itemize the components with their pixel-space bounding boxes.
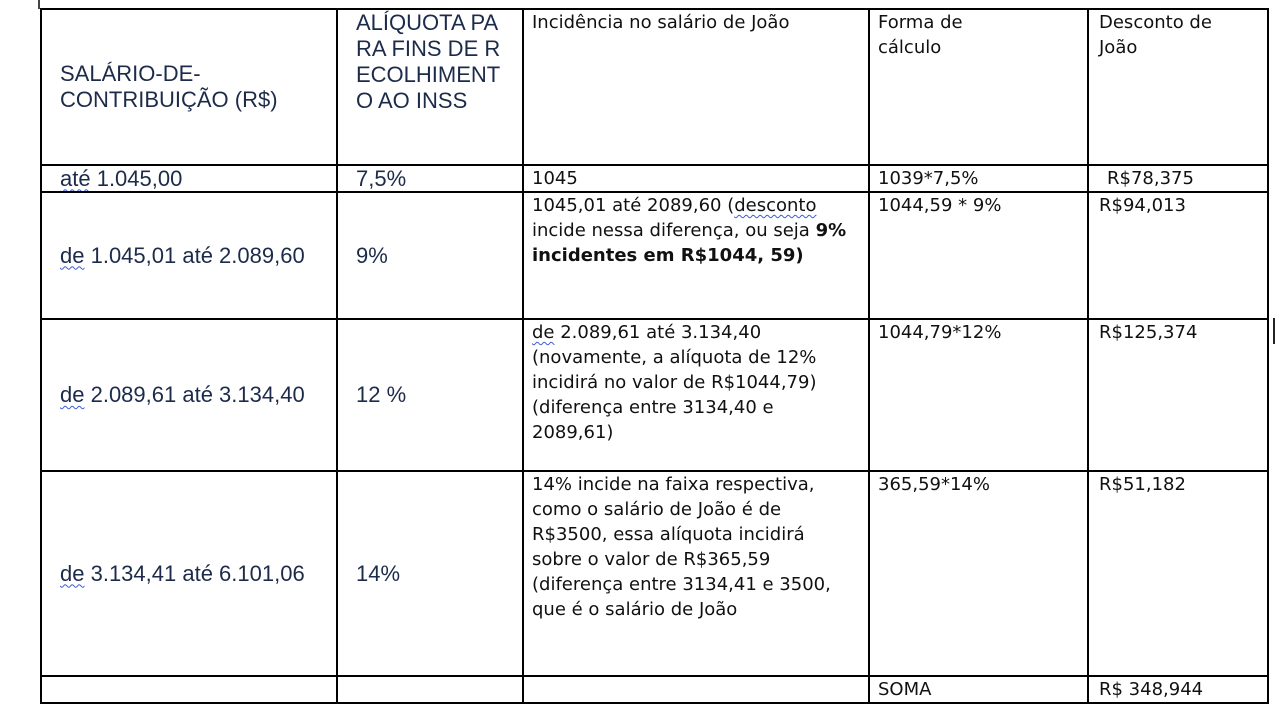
cell-desconto[interactable] — [1088, 165, 1268, 192]
table-row — [41, 471, 1268, 676]
table-total-row — [41, 676, 1268, 703]
cell-faixa[interactable] — [41, 471, 337, 676]
incidencia-part: incide nessa diferença, ou seja — [532, 220, 816, 241]
total-label: SOMA — [878, 679, 932, 700]
table-header-row — [41, 9, 1268, 165]
faixa-value: 2.089,61 até 3.134,40 — [84, 382, 305, 407]
header-cell-forma[interactable] — [869, 9, 1088, 165]
faixa-value: 1.045,00 — [90, 165, 183, 191]
incidencia-text — [524, 320, 868, 445]
cell-forma[interactable] — [869, 471, 1088, 676]
faixa-text — [42, 167, 336, 191]
forma-text: 1039*7,5% — [878, 168, 979, 189]
desconto-text: R$51,182 — [1099, 474, 1186, 495]
header-forma: Forma de cálculo — [878, 12, 963, 58]
forma-text: 1044,59 * 9% — [878, 195, 1002, 216]
cell-incidencia[interactable] — [523, 471, 869, 676]
cell-incidencia[interactable] — [523, 165, 869, 192]
incidencia-part: 1045,01 até 2089,60 ( — [532, 195, 735, 216]
table-row — [41, 192, 1268, 319]
incidencia-text: 14% incide na faixa respectiva, como o salário de João é de R$3500, essa alíquota incidirá sobre o valor de R$365,59 (diferença entre 3134,41 e 3500, que é o salário de João — [532, 474, 831, 620]
incidencia-part: 2.089,61 até 3.134,40 (novamente, a alíquota de 12% incidirá no valor de R$1044,79) (diferença entre 3134,40 e 2089,61) — [532, 322, 817, 443]
cell-forma[interactable] — [869, 192, 1088, 319]
cell-desconto[interactable] — [1088, 192, 1268, 319]
cell-desconto[interactable] — [1088, 319, 1268, 471]
cell-aliquota[interactable] — [337, 192, 523, 319]
text-cursor — [1273, 318, 1275, 344]
incidencia-text: 1045 — [532, 168, 578, 189]
faixa-text — [42, 244, 336, 268]
faixa-prefix: até — [60, 165, 91, 191]
cell-forma[interactable] — [869, 165, 1088, 192]
cell-total-label[interactable] — [869, 676, 1088, 703]
faixa-prefix: de — [60, 382, 85, 407]
desconto-text: R$94,013 — [1099, 195, 1186, 216]
forma-text: 365,59*14% — [878, 474, 990, 495]
aliquota-text: 12 % — [356, 382, 407, 407]
header-cell-salario[interactable] — [41, 9, 337, 165]
header-salario: SALÁRIO-DE-CONTRIBUIÇÃO (R$) — [60, 61, 278, 112]
table-row — [41, 319, 1268, 471]
cell-total-value[interactable] — [1088, 676, 1268, 703]
incidencia-squiggle: desconto — [734, 195, 817, 216]
incidencia-bold: 9% incidentes em R$1044, 59) — [532, 220, 847, 266]
aliquota-text: 14% — [356, 560, 401, 586]
cell-aliquota[interactable] — [337, 165, 523, 192]
cell-forma[interactable] — [869, 319, 1088, 471]
incidencia-text — [524, 193, 868, 268]
cell-empty[interactable] — [337, 676, 523, 703]
faixa-value: 1.045,01 até 2.089,60 — [84, 242, 305, 268]
cell-faixa[interactable] — [41, 319, 337, 471]
desconto-text: R$125,374 — [1099, 322, 1198, 343]
cell-incidencia[interactable] — [523, 319, 869, 471]
aliquota-text: 7,5% — [356, 165, 407, 191]
inss-contribution-table — [40, 8, 1269, 704]
faixa-value: 3.134,41 até 6.101,06 — [84, 560, 305, 586]
header-cell-desconto[interactable] — [1088, 9, 1268, 165]
aliquota-text: 9% — [356, 242, 388, 268]
cell-empty[interactable] — [41, 676, 337, 703]
header-desconto: Desconto de João — [1099, 12, 1212, 58]
cell-aliquota[interactable] — [337, 471, 523, 676]
incidencia-squiggle: de — [532, 322, 555, 343]
cell-faixa[interactable] — [41, 165, 337, 192]
desconto-text: R$78,375 — [1107, 168, 1194, 189]
header-cell-incidencia[interactable] — [523, 9, 869, 165]
cell-desconto[interactable] — [1088, 471, 1268, 676]
cell-incidencia[interactable] — [523, 192, 869, 319]
forma-text: 1044,79*12% — [878, 322, 1002, 343]
header-cell-aliquota[interactable] — [337, 9, 523, 165]
header-incidencia: Incidência no salário de João — [532, 12, 790, 33]
faixa-prefix: de — [60, 242, 85, 268]
cell-faixa[interactable] — [41, 192, 337, 319]
cell-empty[interactable] — [523, 676, 869, 703]
table-row — [41, 165, 1268, 192]
header-aliquota: ALÍQUOTA PARA FINS DE RECOLHIMENTO AO INSS — [356, 10, 501, 113]
total-value: R$ 348,944 — [1099, 679, 1204, 700]
cell-aliquota[interactable] — [337, 319, 523, 471]
faixa-prefix: de — [60, 560, 85, 586]
faixa-text — [42, 562, 336, 586]
faixa-text — [42, 383, 336, 407]
